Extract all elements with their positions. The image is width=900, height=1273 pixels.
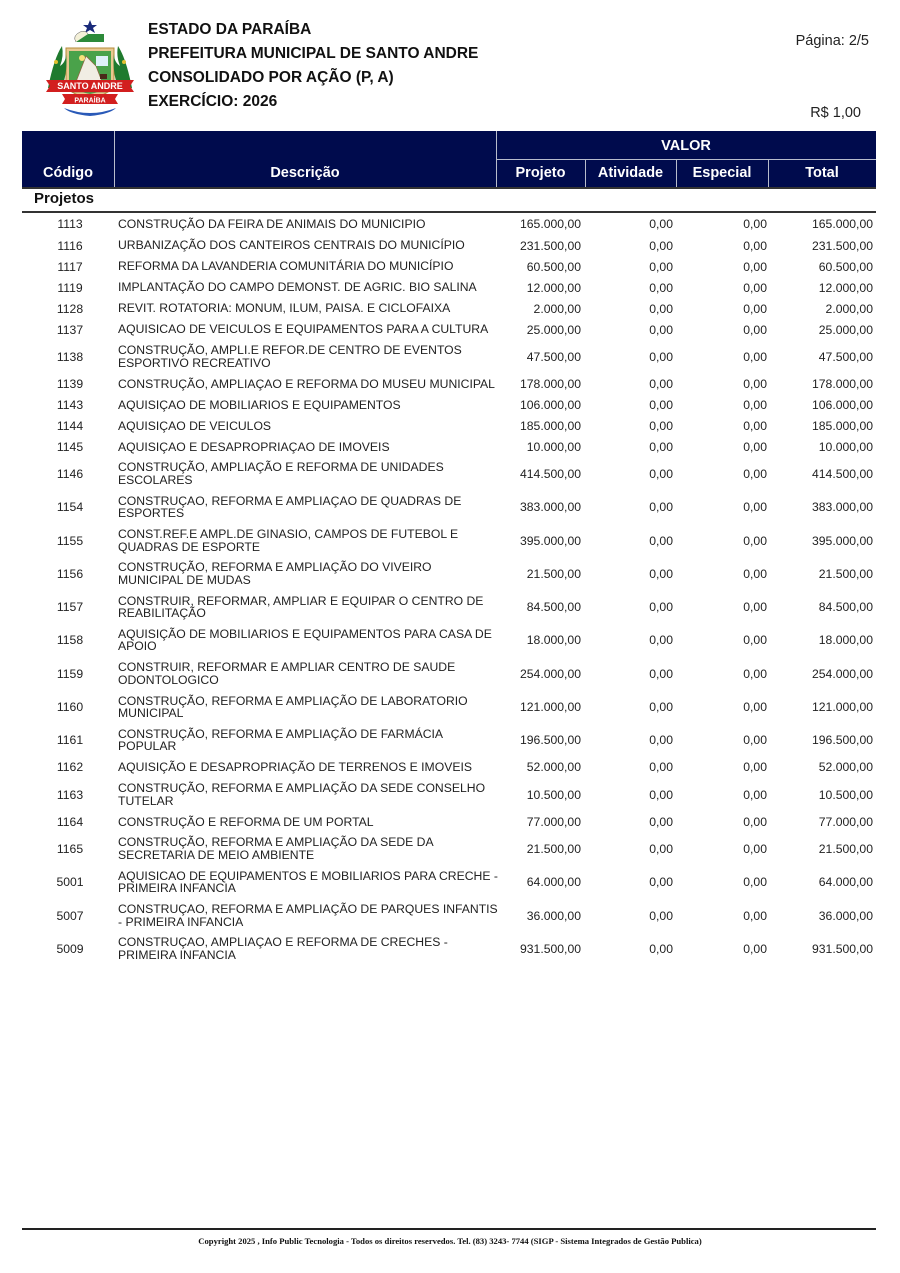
table-row: [0, 932, 900, 965]
row-especial: 0,00: [743, 733, 767, 748]
row-especial: 0,00: [743, 841, 767, 856]
column-header-especial: Especial: [692, 165, 752, 181]
section-label-projetos: Projetos: [34, 190, 95, 207]
row-code: 1116: [57, 238, 83, 253]
row-total: 10.000,00: [818, 439, 873, 454]
row-projeto: 64.000,00: [526, 875, 581, 890]
row-atividade: 0,00: [649, 322, 673, 337]
row-description: REFORMA DA LAVANDERIA COMUNITÁRIA DO MUNICÍPIO: [118, 259, 454, 274]
row-projeto: 383.000,00: [520, 500, 581, 515]
row-description: CONSTRUÇÃO, REFORMA E AMPLIAÇÃO DE LABORATORIO MUNICIPAL: [118, 693, 468, 721]
row-description: CONSTRUÇAO, REFORMA E AMPLIAÇAO DE QUADRAS DE ESPORTES: [118, 493, 462, 521]
row-code: 1158: [56, 633, 84, 648]
row-total: 84.500,00: [818, 600, 873, 615]
row-code: 1146: [56, 466, 84, 481]
row-total: 60.500,00: [818, 259, 873, 274]
row-especial: 0,00: [743, 500, 767, 515]
column-header-codigo: Código: [43, 165, 93, 181]
row-especial: 0,00: [743, 814, 767, 829]
row-code: 1162: [56, 760, 84, 775]
row-projeto: 196.500,00: [520, 733, 581, 748]
row-description: CONSTRUÇÃO, REFORMA E AMPLIAÇÃO DA SEDE CONSELHO TUTELAR: [118, 781, 486, 808]
table-row: [0, 415, 900, 436]
row-atividade: 0,00: [649, 217, 673, 231]
row-total: 106.000,00: [812, 397, 873, 412]
row-description: AQUISIÇÃO E DESAPROPRIAÇÃO DE TERRENOS E IMOVEIS: [118, 760, 472, 775]
row-atividade: 0,00: [649, 533, 673, 548]
row-total: 121.000,00: [812, 700, 873, 715]
table-row: [0, 657, 900, 690]
row-code: 1155: [56, 533, 84, 548]
row-atividade: 0,00: [649, 376, 673, 391]
row-description: AQUISICAO DE EQUIPAMENTOS E MOBILIARIOS PARA CRECHE - PRIMEIRA INFANCIA: [118, 868, 498, 896]
column-header-atividade: Atividade: [597, 165, 664, 181]
row-description: AQUISIÇÃO DE MOBILIARIOS E EQUIPAMENTOS PARA CASA DE APOIO: [118, 626, 492, 654]
row-projeto: 21.500,00: [526, 566, 581, 581]
state-title: ESTADO DA PARAÍBA: [148, 21, 312, 38]
row-atividade: 0,00: [649, 700, 673, 715]
column-group-valor: VALOR: [661, 138, 711, 154]
row-especial: 0,00: [743, 633, 767, 648]
row-description: CONSTRUÇÃO, REFORMA E AMPLIAÇÃO DE FARMÁCIA POPULAR: [118, 726, 443, 754]
row-description: AQUISIÇAO DE MOBILIARIOS E EQUIPAMENTOS: [118, 397, 401, 412]
row-projeto: 60.500,00: [526, 259, 581, 274]
row-code: 5009: [56, 941, 84, 956]
row-projeto: 12.000,00: [526, 280, 581, 295]
table-row: [0, 832, 900, 865]
row-projeto: 185.000,00: [520, 418, 581, 433]
row-atividade: 0,00: [649, 941, 673, 956]
row-projeto: 121.000,00: [520, 700, 581, 715]
row-especial: 0,00: [743, 566, 767, 581]
page-number: Página: 2/5: [795, 33, 869, 49]
row-description: CONSTRUÇÃO E REFORMA DE UM PORTAL: [118, 814, 374, 829]
row-atividade: 0,00: [649, 666, 673, 681]
row-atividade: 0,00: [649, 439, 673, 454]
table-row: [0, 590, 900, 623]
copyright-footer: Copyright 2025 , Info Public Tecnologia - Todos os direitos reservedos. Tel. (83) 3243- 7744 (SIGP - Sistema Integrados de Gestão Publica): [198, 1236, 702, 1246]
table-row: [0, 457, 900, 490]
table-row: [0, 213, 900, 235]
row-especial: 0,00: [743, 533, 767, 548]
row-total: 18.000,00: [818, 633, 873, 648]
coat-of-arms-icon: [42, 18, 138, 116]
table-row: [0, 811, 900, 832]
row-projeto: 178.000,00: [520, 376, 581, 391]
row-code: 1137: [56, 322, 84, 337]
svg-text:PARAÍBA: PARAÍBA: [74, 97, 106, 105]
row-total: 383.000,00: [812, 500, 873, 515]
row-atividade: 0,00: [649, 760, 673, 775]
row-total: 2.000,00: [825, 301, 873, 316]
row-projeto: 84.500,00: [526, 600, 581, 615]
row-especial: 0,00: [743, 875, 767, 890]
table-row: [0, 690, 900, 723]
row-projeto: 47.500,00: [526, 349, 581, 364]
row-total: 36.000,00: [818, 908, 873, 923]
table-row: [0, 373, 900, 394]
row-code: 1157: [56, 600, 84, 615]
row-total: 77.000,00: [818, 814, 873, 829]
row-atividade: 0,00: [649, 280, 673, 295]
row-especial: 0,00: [743, 418, 767, 433]
row-atividade: 0,00: [649, 397, 673, 412]
row-code: 1163: [56, 787, 84, 802]
row-code: 1154: [56, 500, 84, 515]
row-total: 52.000,00: [818, 760, 873, 775]
row-description: AQUISIÇAO E DESAPROPRIAÇAO DE IMOVEIS: [118, 439, 390, 454]
row-especial: 0,00: [743, 600, 767, 615]
row-total: 21.500,00: [818, 841, 873, 856]
row-code: 1164: [56, 814, 84, 829]
row-total: 25.000,00: [818, 322, 873, 337]
row-code: 1138: [56, 349, 84, 364]
footer-divider: [22, 1228, 876, 1230]
row-projeto: 36.000,00: [526, 908, 581, 923]
row-projeto: 2.000,00: [533, 301, 581, 316]
row-description: CONSTRUIR, REFORMAR, AMPLIAR E EQUIPAR O CENTRO DE REABILITAÇÃO: [118, 593, 484, 621]
row-atividade: 0,00: [649, 633, 673, 648]
row-description: CONSTRUÇÃO, REFORMA E AMPLIAÇÃO DA SEDE DA SECRETARIA DE MEIO AMBIENTE: [118, 835, 433, 862]
table-row: [0, 491, 900, 524]
row-description: CONSTRUIR, REFORMAR E AMPLIAR CENTRO DE SAUDE ODONTOLOGICO: [118, 660, 456, 687]
row-atividade: 0,00: [649, 301, 673, 316]
row-code: 1159: [56, 666, 84, 681]
table-row: [0, 277, 900, 298]
row-atividade: 0,00: [649, 238, 673, 253]
row-projeto: 254.000,00: [520, 666, 581, 681]
row-description: CONSTRUÇÃO, AMPLIAÇAO E REFORMA DO MUSEU MUNICIPAL: [118, 376, 495, 391]
row-atividade: 0,00: [649, 500, 673, 515]
row-atividade: 0,00: [649, 466, 673, 481]
table-row: [0, 319, 900, 340]
municipal-logo: [42, 18, 138, 116]
row-description: CONST.REF.E AMPL.DE GINASIO, CAMPOS DE FUTEBOL E QUADRAS DE ESPORTE: [118, 527, 459, 554]
row-especial: 0,00: [743, 301, 767, 316]
row-code: 1128: [56, 301, 84, 316]
row-total: 64.000,00: [818, 875, 873, 890]
row-atividade: 0,00: [649, 841, 673, 856]
table-row: [0, 524, 900, 557]
table-row: [0, 866, 900, 899]
row-projeto: 25.000,00: [526, 322, 581, 337]
row-atividade: 0,00: [649, 600, 673, 615]
row-especial: 0,00: [743, 238, 767, 253]
row-projeto: 77.000,00: [526, 814, 581, 829]
row-atividade: 0,00: [649, 349, 673, 364]
row-total: 165.000,00: [812, 217, 873, 231]
row-total: 12.000,00: [818, 280, 873, 295]
row-especial: 0,00: [743, 349, 767, 364]
row-code: 1143: [56, 397, 84, 412]
row-total: 395.000,00: [812, 533, 873, 548]
row-projeto: 10.000,00: [526, 439, 581, 454]
svg-text:SANTO ANDRE: SANTO ANDRE: [57, 81, 123, 91]
fiscal-year: EXERCÍCIO: 2026: [148, 93, 278, 110]
row-description: CONSTRUÇÃO, AMPLIAÇÃO E REFORMA DE UNIDADES ESCOLARES: [118, 460, 444, 487]
row-total: 47.500,00: [818, 349, 873, 364]
row-code: 1144: [56, 418, 84, 433]
row-code: 1156: [56, 566, 84, 581]
row-total: 21.500,00: [818, 566, 873, 581]
row-atividade: 0,00: [649, 566, 673, 581]
table-row: [0, 899, 900, 932]
row-description: AQUISIÇAO DE VEICULOS: [118, 418, 272, 433]
row-atividade: 0,00: [649, 787, 673, 802]
table-row: [0, 624, 900, 657]
row-especial: 0,00: [743, 466, 767, 481]
row-projeto: 395.000,00: [520, 533, 581, 548]
table-row: [0, 235, 900, 256]
row-especial: 0,00: [743, 280, 767, 295]
row-total: 931.500,00: [812, 941, 873, 956]
row-code: 1165: [56, 841, 84, 856]
row-projeto: 165.000,00: [520, 217, 581, 231]
row-total: 185.000,00: [812, 418, 873, 433]
row-projeto: 106.000,00: [520, 397, 581, 412]
row-total: 254.000,00: [812, 666, 873, 681]
report-title: CONSOLIDADO POR AÇÃO (P, A): [148, 69, 394, 86]
row-especial: 0,00: [743, 666, 767, 681]
table-row: [0, 256, 900, 277]
table-row: [0, 724, 900, 757]
row-especial: 0,00: [743, 700, 767, 715]
row-atividade: 0,00: [649, 418, 673, 433]
row-projeto: 18.000,00: [526, 633, 581, 648]
table-row: [0, 778, 900, 811]
row-description: CONSTRUÇÃO DA FEIRA DE ANIMAIS DO MUNICIPIO: [118, 216, 426, 231]
column-header-descricao: Descrição: [270, 165, 340, 181]
table-row: [0, 394, 900, 415]
row-atividade: 0,00: [649, 259, 673, 274]
table-row: [0, 757, 900, 778]
row-code: 1139: [56, 376, 84, 391]
table-row: [0, 340, 900, 373]
table-body: [0, 213, 900, 965]
table-row: [0, 557, 900, 590]
row-especial: 0,00: [743, 908, 767, 923]
row-total: 178.000,00: [812, 376, 873, 391]
row-atividade: 0,00: [649, 814, 673, 829]
row-projeto: 21.500,00: [526, 841, 581, 856]
row-projeto: 52.000,00: [526, 760, 581, 775]
row-description: CONSTRUÇÃO, REFORMA E AMPLIAÇÃO DO VIVEIRO MUNICIPAL DE MUDAS: [118, 560, 432, 587]
row-projeto: 10.500,00: [526, 787, 581, 802]
row-especial: 0,00: [743, 787, 767, 802]
row-especial: 0,00: [743, 376, 767, 391]
row-total: 10.500,00: [818, 787, 873, 802]
row-description: CONSTRUÇAO, REFORMA E AMPLIAÇÃO DE PARQUES INFANTIS - PRIMEIRA INFANCIA: [118, 902, 498, 929]
row-especial: 0,00: [743, 322, 767, 337]
column-header-total: Total: [805, 165, 839, 181]
row-description: AQUISICAO DE VEICULOS E EQUIPAMENTOS PARA A CULTURA: [118, 322, 489, 337]
row-especial: 0,00: [743, 941, 767, 956]
row-code: 5001: [56, 875, 84, 890]
row-especial: 0,00: [743, 760, 767, 775]
row-description: CONSTRUÇAO, AMPLIAÇAO E REFORMA DE CRECHES - PRIMEIRA INFANCIA: [118, 935, 448, 962]
row-description: REVIT. ROTATORIA: MONUM, ILUM, PAISA. E CICLOFAIXA: [118, 301, 451, 316]
prefecture-title: PREFEITURA MUNICIPAL DE SANTO ANDRE: [148, 45, 479, 62]
row-projeto: 931.500,00: [520, 941, 581, 956]
row-total: 414.500,00: [812, 466, 873, 481]
row-especial: 0,00: [743, 217, 767, 231]
row-especial: 0,00: [743, 259, 767, 274]
row-atividade: 0,00: [649, 908, 673, 923]
row-code: 1160: [56, 700, 84, 715]
row-description: CONSTRUÇÃO, AMPLI.E REFOR.DE CENTRO DE EVENTOS ESPORTIVO RECREATIVO: [118, 343, 462, 370]
row-total: 231.500,00: [812, 238, 873, 253]
table-row: [0, 298, 900, 319]
row-total: 196.500,00: [812, 733, 873, 748]
row-atividade: 0,00: [649, 733, 673, 748]
row-code: 1161: [56, 733, 84, 748]
row-code: 1145: [56, 439, 84, 454]
row-especial: 0,00: [743, 439, 767, 454]
row-description: IMPLANTAÇÃO DO CAMPO DEMONST. DE AGRIC. BIO SALINA: [118, 280, 477, 295]
row-especial: 0,00: [743, 397, 767, 412]
row-code: 1119: [57, 280, 83, 295]
row-code: 1117: [57, 259, 83, 274]
table-header: [22, 131, 876, 189]
row-atividade: 0,00: [649, 875, 673, 890]
row-projeto: 414.500,00: [520, 466, 581, 481]
column-header-projeto: Projeto: [515, 165, 566, 181]
row-projeto: 231.500,00: [520, 238, 581, 253]
row-description: URBANIZAÇÃO DOS CANTEIROS CENTRAIS DO MUNICÍPIO: [118, 238, 465, 253]
currency-unit: R$ 1,00: [810, 105, 861, 121]
row-code: 5007: [56, 908, 84, 923]
row-code: 1113: [57, 217, 83, 231]
table-row: [0, 436, 900, 457]
